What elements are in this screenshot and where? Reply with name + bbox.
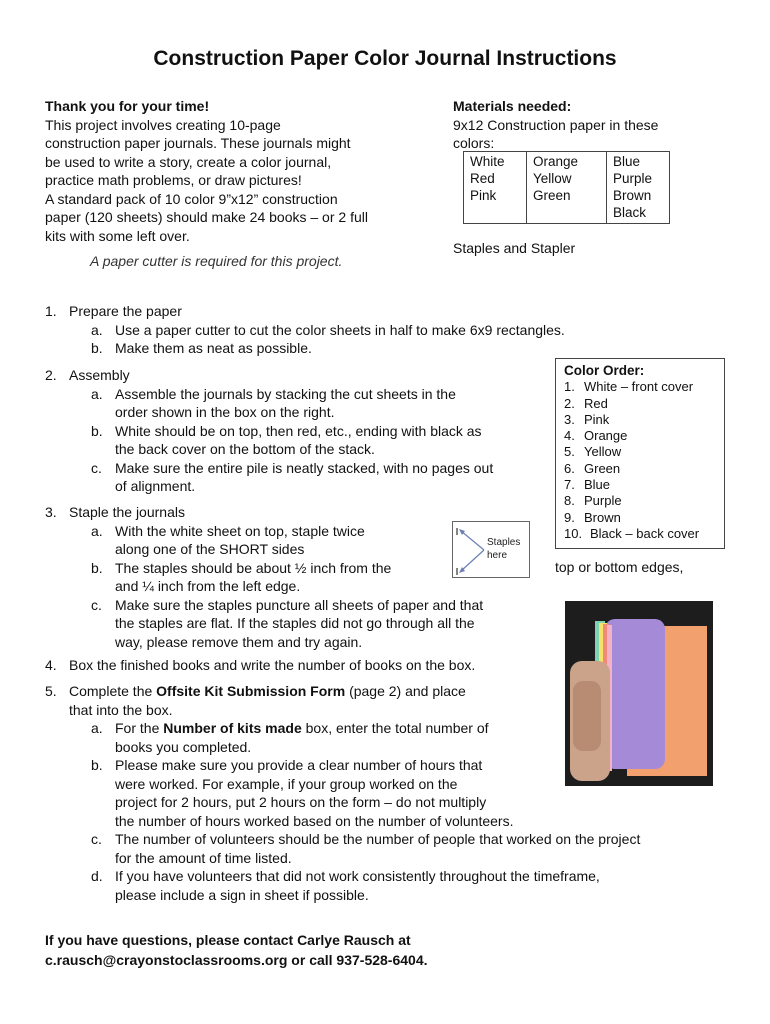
order-item: Pink	[584, 411, 610, 427]
step-5	[45, 682, 735, 904]
order-number: 5.	[564, 444, 575, 460]
step-4	[45, 656, 565, 675]
step-text: (page 2) and place	[345, 683, 466, 699]
colors-table	[463, 151, 670, 224]
order-item: Brown	[584, 509, 621, 525]
substep-label: d.	[91, 868, 103, 884]
order-number: 8.	[564, 493, 575, 509]
substep-text: order shown in the box on the right.	[115, 404, 335, 420]
step-text: that into the box.	[69, 701, 173, 718]
color-order-heading: Color Order:	[564, 363, 645, 378]
step-2	[45, 366, 545, 496]
staples-material: Staples and Stapler	[453, 240, 576, 256]
offsite-form-name: Offsite Kit Submission Form	[156, 683, 346, 699]
order-item: Green	[584, 460, 621, 476]
substep-text: way, please remove them and try again.	[115, 633, 363, 650]
intro-section	[45, 97, 435, 245]
color-cell: Purple	[613, 171, 653, 186]
substep-text: Please make sure you provide a clear number of hours that	[115, 757, 483, 773]
substep-text: For the	[115, 720, 164, 736]
colors-col-1	[464, 152, 527, 224]
order-item: Purple	[584, 493, 622, 509]
staple-label-line: here	[487, 550, 508, 561]
order-item: Yellow	[584, 444, 622, 460]
colors-col-3	[607, 152, 670, 224]
substep-text: With the white sheet on top, staple twice	[115, 522, 365, 539]
substep-text: The staples should be about ½ inch from the	[115, 559, 392, 576]
color-order-box	[555, 358, 725, 549]
step-text: Box the finished books and write the number of books on the box.	[69, 657, 476, 673]
intro-line: practice math problems, or draw pictures!	[45, 172, 302, 188]
substep-text: the back cover on the bottom of the stack.	[115, 441, 375, 457]
substep-label: b.	[91, 559, 103, 576]
substep-text: along one of the SHORT sides	[115, 541, 305, 557]
step-number: 2.	[45, 367, 57, 383]
intro-line: be used to write a story, create a color journal,	[45, 153, 332, 170]
color-cell: Black	[613, 205, 647, 220]
substep-label: a.	[91, 720, 103, 736]
order-item: Orange	[584, 428, 628, 444]
order-number: 6.	[564, 460, 575, 476]
substep-label: b.	[91, 422, 103, 439]
order-number: 3.	[564, 411, 575, 427]
staple-label	[487, 536, 520, 562]
intro-line: kits with some left over.	[45, 227, 190, 244]
substep-text: Use a paper cutter to cut the color sheets in half to make 6x9 rectangles.	[115, 321, 565, 338]
substep-text: Make sure the staples puncture all sheets of paper and that	[115, 596, 484, 613]
color-cell: Red	[470, 171, 495, 186]
contact-line: c.rausch@crayonstoclassrooms.org or call 937-528-6404.	[45, 952, 428, 968]
contact-section	[45, 930, 428, 970]
order-number: 10.	[564, 525, 583, 541]
substep-text: box, enter the total number of	[301, 720, 489, 736]
order-number: 7.	[564, 477, 575, 493]
color-cell: Orange	[533, 154, 579, 169]
color-cell: White	[470, 154, 505, 169]
intro-line: construction paper journals. These journals might	[45, 135, 351, 151]
intro-line: A standard pack of 10 color 9”x12” construction	[45, 190, 338, 207]
colors-col-2	[527, 152, 607, 224]
contact-line: If you have questions, please contact Carlye Rausch at	[45, 932, 411, 948]
paper-cutter-note: A paper cutter is required for this project.	[90, 253, 343, 269]
substep-label: a.	[91, 321, 103, 338]
substep-text: project for 2 hours, put 2 hours on the form – do not multiply	[115, 794, 487, 810]
order-number: 9.	[564, 509, 575, 525]
materials-heading: Materials needed:	[453, 98, 572, 114]
substep-label: a.	[91, 385, 103, 402]
color-cell: Pink	[470, 188, 497, 203]
color-cell: Blue	[613, 154, 641, 169]
substep-label: c.	[91, 831, 102, 847]
color-cell: Brown	[613, 188, 652, 203]
step-text: Complete the	[69, 683, 157, 699]
staple-figure	[452, 521, 530, 578]
step-text: Prepare the paper	[69, 303, 182, 319]
step-number: 5.	[45, 683, 57, 699]
substep-text: of alignment.	[115, 478, 196, 494]
substep-text: The number of volunteers should be the number of people that worked on the project	[115, 831, 641, 847]
substep-label: c.	[91, 459, 102, 476]
intro-line: paper (120 sheets) should make 24 books – or 2 full	[45, 209, 368, 225]
step-number: 1.	[45, 303, 57, 319]
substep-text: the staples are flat. If the staples did not go through all the	[115, 615, 475, 631]
kits-made-field-name: Number of kits made	[163, 720, 302, 736]
substep-text: books you completed.	[115, 738, 252, 755]
step-number: 3.	[45, 504, 57, 520]
substep-text: Make them as neat as possible.	[115, 340, 312, 356]
materials-line: colors:	[453, 135, 495, 151]
substep-text: Make sure the entire pile is neatly stacked, with no pages out	[115, 459, 494, 476]
step-number: 4.	[45, 657, 57, 673]
substep-text: please include a sign in sheet if possible.	[115, 886, 369, 903]
staple-label-line: Staples	[487, 537, 521, 548]
order-number: 1.	[564, 379, 575, 395]
step-text: Staple the journals	[69, 504, 185, 520]
substep-text: the number of hours worked based on the number of volunteers.	[115, 812, 514, 829]
substep-text: were worked. For example, if your group worked on the	[115, 775, 458, 792]
order-number: 2.	[564, 395, 575, 411]
staple-position-tail: top or bottom edges,	[555, 559, 684, 575]
intro-line: This project involves creating 10-page	[45, 116, 281, 133]
page-title: Construction Paper Color Journal Instructions	[153, 47, 617, 70]
substep-text: Assemble the journals by stacking the cut sheets in the	[115, 385, 456, 402]
materials-line: 9x12 Construction paper in these	[453, 116, 659, 133]
color-cell: Green	[533, 188, 571, 203]
step-1	[45, 302, 735, 358]
order-item: Red	[584, 395, 608, 411]
order-item: Blue	[584, 477, 611, 493]
intro-heading: Thank you for your time!	[45, 98, 210, 114]
substep-text: for the amount of time listed.	[115, 849, 292, 866]
color-cell: Yellow	[533, 171, 572, 186]
order-number: 4.	[564, 428, 575, 444]
substep-label: c.	[91, 596, 102, 613]
order-item: White – front cover	[584, 379, 694, 395]
substep-label: b.	[91, 340, 103, 356]
order-item: Black – back cover	[590, 525, 700, 541]
substep-text: and ¼ inch from the left edge.	[115, 578, 301, 594]
substep-label: b.	[91, 757, 103, 773]
materials-section	[453, 97, 753, 153]
substep-text: If you have volunteers that did not work consistently throughout the timeframe,	[115, 868, 600, 884]
step-text: Assembly	[69, 367, 130, 383]
substep-text: White should be on top, then red, etc., ending with black as	[115, 422, 482, 439]
substep-label: a.	[91, 522, 103, 539]
